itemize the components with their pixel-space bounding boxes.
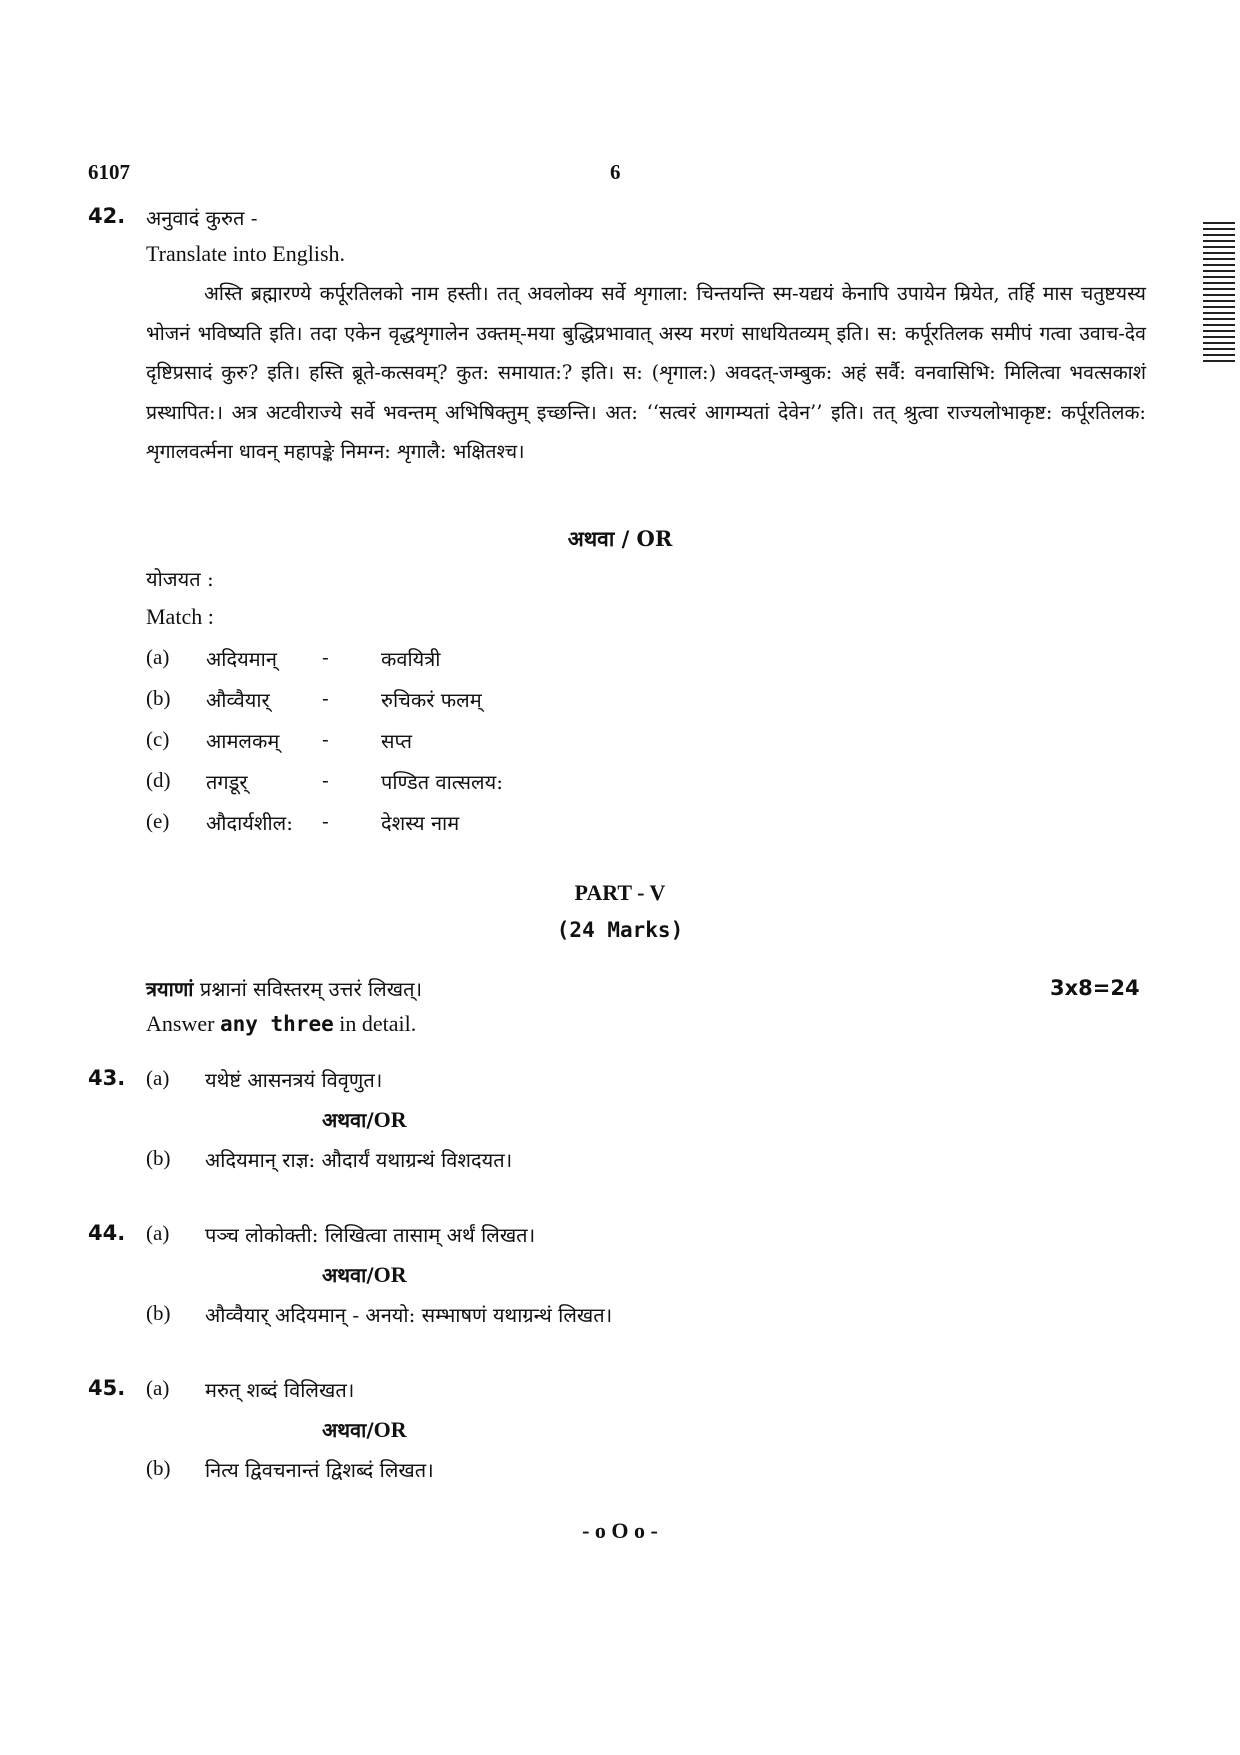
page-number: 6 (610, 160, 621, 184)
or-divider (322, 1416, 407, 1443)
match-left: तगडूर् (206, 770, 248, 794)
option-label: (a) (146, 1066, 170, 1090)
match-label: (b) (146, 686, 171, 710)
instruction-en-end: in detail. (333, 1011, 417, 1036)
instruction-english: Translate into English. (146, 241, 346, 266)
or-sanskrit: अथवा/ (322, 1108, 374, 1132)
match-label: (c) (146, 727, 170, 751)
part-instruction-sanskrit (146, 975, 422, 1002)
match-left: औव्वैयार् (206, 688, 270, 712)
match-right: कवयित्री (381, 647, 441, 671)
or-divider (322, 1106, 407, 1133)
instruction-en-start: Answer (146, 1011, 220, 1036)
option-label: (a) (146, 1376, 170, 1400)
or-english: OR (373, 1107, 407, 1132)
match-right: सप्त (381, 729, 413, 753)
match-instruction-english: Match : (146, 604, 214, 629)
option-text: अदियमान् राज्ञ: औदार्यं यथाग्रन्थं विशदयत। (205, 1148, 513, 1172)
match-label: (a) (146, 645, 170, 669)
match-dash: - (322, 809, 329, 833)
option-label: (b) (146, 1301, 171, 1325)
or-english: OR (373, 1417, 407, 1442)
match-label: (d) (146, 768, 171, 792)
option-label: (b) (146, 1146, 171, 1170)
option-label: (a) (146, 1221, 170, 1245)
part-instruction-english (146, 1011, 416, 1037)
match-dash: - (322, 686, 329, 710)
match-left: अदियमान् (206, 647, 277, 671)
match-right: पण्डित वात्सलय: (381, 770, 503, 794)
paper-code: 6107 (88, 160, 130, 184)
instruction-rest: प्रश्नानां सविस्तरम् उत्तरं लिखत्। (193, 977, 423, 1001)
option-text: यथेष्टं आसनत्रयं विवृणुत। (205, 1068, 383, 1092)
question-number: 44. (88, 1221, 126, 1245)
match-dash: - (322, 645, 329, 669)
option-text: औव्वैयार् अदियमान् - अनयो: सम्भाषणं यथाग्रन्थं लिखत। (205, 1303, 613, 1327)
barcode (1203, 222, 1235, 362)
question-number: 42. (88, 204, 126, 228)
option-text: पञ्च लोकोक्ती: लिखित्वा तासाम् अर्थं लिखत। (205, 1223, 536, 1247)
or-english: OR (373, 1262, 407, 1287)
part-marks: (24 Marks) (556, 918, 684, 942)
option-label: (b) (146, 1456, 171, 1480)
instruction-sanskrit: अनुवादं कुरुत - (146, 206, 258, 230)
question-number: 43. (88, 1066, 126, 1090)
match-right: रुचिकरं फलम् (381, 688, 482, 712)
or-divider: अथवा / OR (567, 526, 673, 551)
match-instruction-sanskrit: योजयत : (146, 567, 214, 591)
question-number: 45. (88, 1376, 126, 1400)
or-sanskrit: अथवा/ (322, 1263, 374, 1287)
end-mark: - o O o - (582, 1518, 658, 1543)
or-sanskrit: अथवा/ (322, 1418, 374, 1442)
match-left: आमलकम् (206, 729, 280, 753)
match-left: औदार्यशील: (206, 811, 293, 835)
or-divider (322, 1261, 407, 1288)
instruction-emphasis: त्रयाणां (146, 977, 194, 1001)
instruction-en-emphasis: any three (219, 1012, 334, 1036)
match-right: देशस्य नाम (381, 811, 460, 835)
match-label: (e) (146, 809, 170, 833)
option-text: नित्य द्विवचनान्तं द्विशब्दं लिखत। (205, 1458, 434, 1482)
option-text: मरुत् शब्दं विलिखत। (205, 1378, 355, 1402)
match-dash: - (322, 727, 329, 751)
translation-passage: अस्ति ब्रह्मारण्ये कर्पूरतिलको नाम हस्ती। तत् अवलोक्य सर्वे शृगाला: चिन्तयन्ति स्म-यद्ययं केनापि उपायेन म्रियेत, तर्हि मास चतुष्टयस्य भोजनं भविष्यति इति। तदा एकेन वृद्धशृगालेन उक्तम्-मया बुद्धिप्रभावात् अस्य मरणं साधयितव्यम् इति। स: कर्पूरतिलक समीपं गत्वा उवाच-देव दृष्टिप्रसादं कुरु? इति। हस्ति ब्रूते-कत्सवम्? कुत: समायात:? इति। स: (शृगाल:) अवदत्-जम्बुक: अहं सर्वै: वनवासिभि: मिलित्वा भवत्सकाशं प्रस्थापित:। अत्र अटवीराज्ये सर्वे भवन्तम् अभिषिक्तुम् इच्छन्ति। अत: ‘‘सत्वरं आगम्यतां देवेन’’ इति। तत् श्रुत्वा राज्यलोभाकृष्ट: कर्पूरतिलक: शृगालवर्त्मना धावन् महापङ्के निमग्न: शृगालै: भक्षितश्च। (146, 282, 1146, 463)
match-dash: - (322, 768, 329, 792)
part-title: PART - V (574, 880, 666, 905)
marks-formula: 3x8=24 (1050, 976, 1140, 1000)
